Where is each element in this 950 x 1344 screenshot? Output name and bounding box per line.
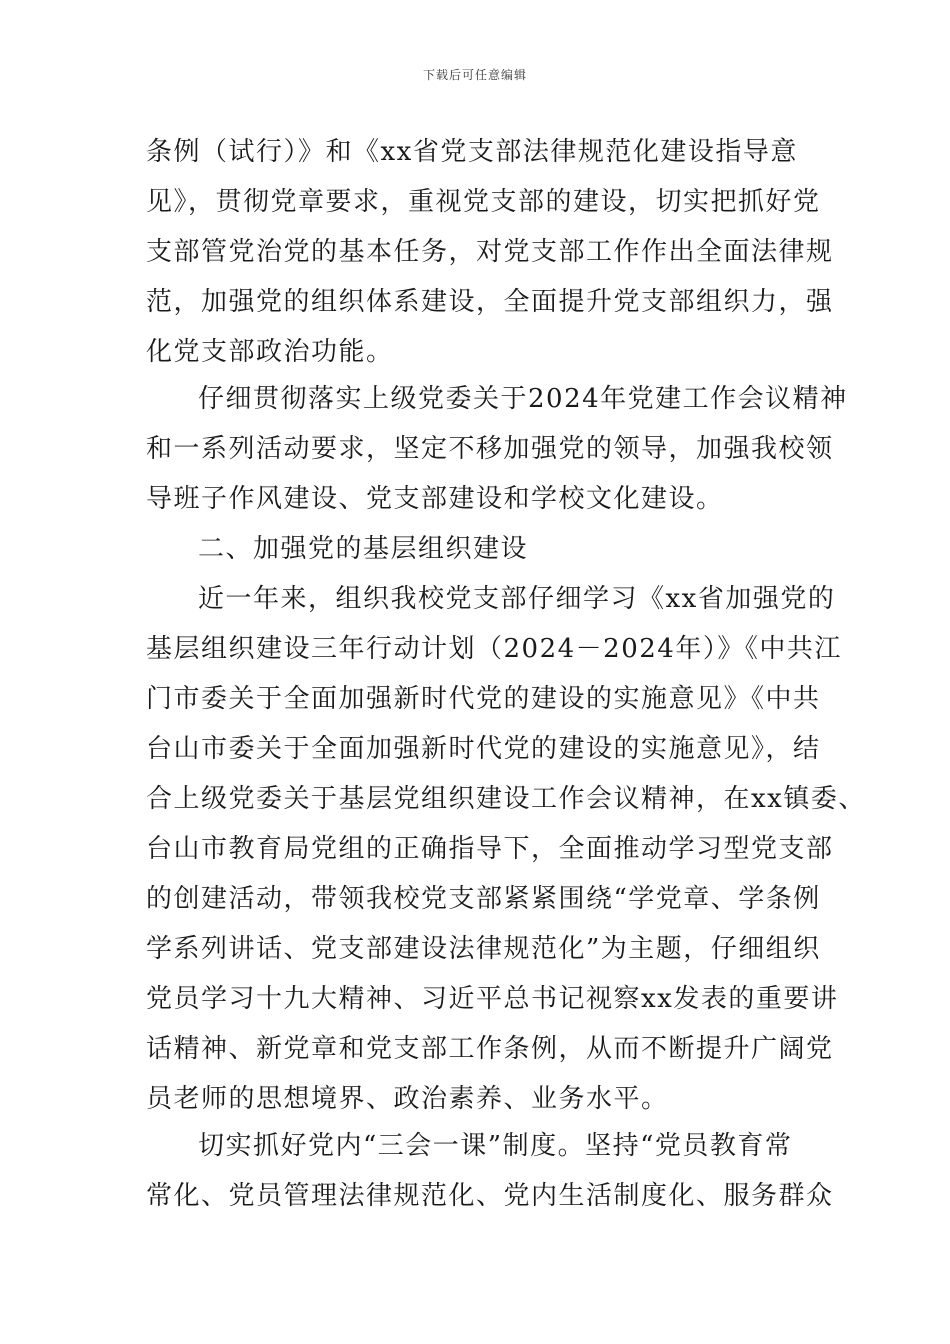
text-line-5: 化党支部政治功能。 (146, 337, 394, 367)
section-heading: 二、加强党的基层组织建设 (198, 534, 529, 564)
text-line-14: 合上级党委关于基层党组织建设工作会议精神，在xx镇委、 (146, 784, 866, 814)
text-line-10: 近一年来，组织我校党支部仔细学习《xx省加强党的 (198, 584, 836, 614)
text-line-18: 党员学习十九大精神、习近平总书记视察xx发表的重要讲 (146, 984, 839, 1014)
text-line-7: 和一系列活动要求，坚定不移加强党的领导，加强我校领 (146, 434, 834, 464)
text-line-8: 导班子作风建设、党支部建设和学校文化建设。 (146, 484, 724, 514)
text-line-1: 条例（试行）》和《xx省党支部法律规范化建设指导意 (146, 137, 798, 167)
text-line-17: 学系列讲话、党支部建设法律规范化”为主题，仔细组织 (146, 934, 821, 964)
text-line-6: 仔细贯彻落实上级党委关于2024年党建工作会议精神 (198, 384, 848, 414)
text-line-2: 见》，贯彻党章要求，重视党支部的建设，切实把抓好党 (146, 187, 821, 217)
text-line-19: 话精神、新党章和党支部工作条例，从而不断提升广阔党 (146, 1034, 834, 1064)
text-line-11: 基层组织建设三年行动计划（2024－2024年）》《中共江 (146, 634, 842, 664)
text-line-13: 台山市委关于全面加强新时代党的建设的实施意见》，结 (146, 734, 821, 764)
text-line-22: 常化、党员管理法律规范化、党内生活制度化、服务群众 (146, 1181, 834, 1211)
text-line-20: 员老师的思想境界、政治素养、业务水平。 (146, 1084, 669, 1114)
text-line-3: 支部管党治党的基本任务，对党支部工作作出全面法律规 (146, 237, 834, 267)
header-note: 下载后可任意编辑 (422, 68, 527, 82)
text-line-16: 的创建活动，带领我校党支部紧紧围绕“学党章、学条例 (146, 884, 821, 914)
text-line-12: 门市委关于全面加强新时代党的建设的实施意见》《中共 (146, 684, 821, 714)
text-line-15: 台山市教育局党组的正确指导下，全面推动学习型党支部 (146, 834, 834, 864)
text-line-4: 范，加强党的组织体系建设，全面提升党支部组织力，强 (146, 287, 834, 317)
text-line-21: 切实抓好党内“三会一课”制度。坚持“党员教育常 (198, 1131, 793, 1161)
